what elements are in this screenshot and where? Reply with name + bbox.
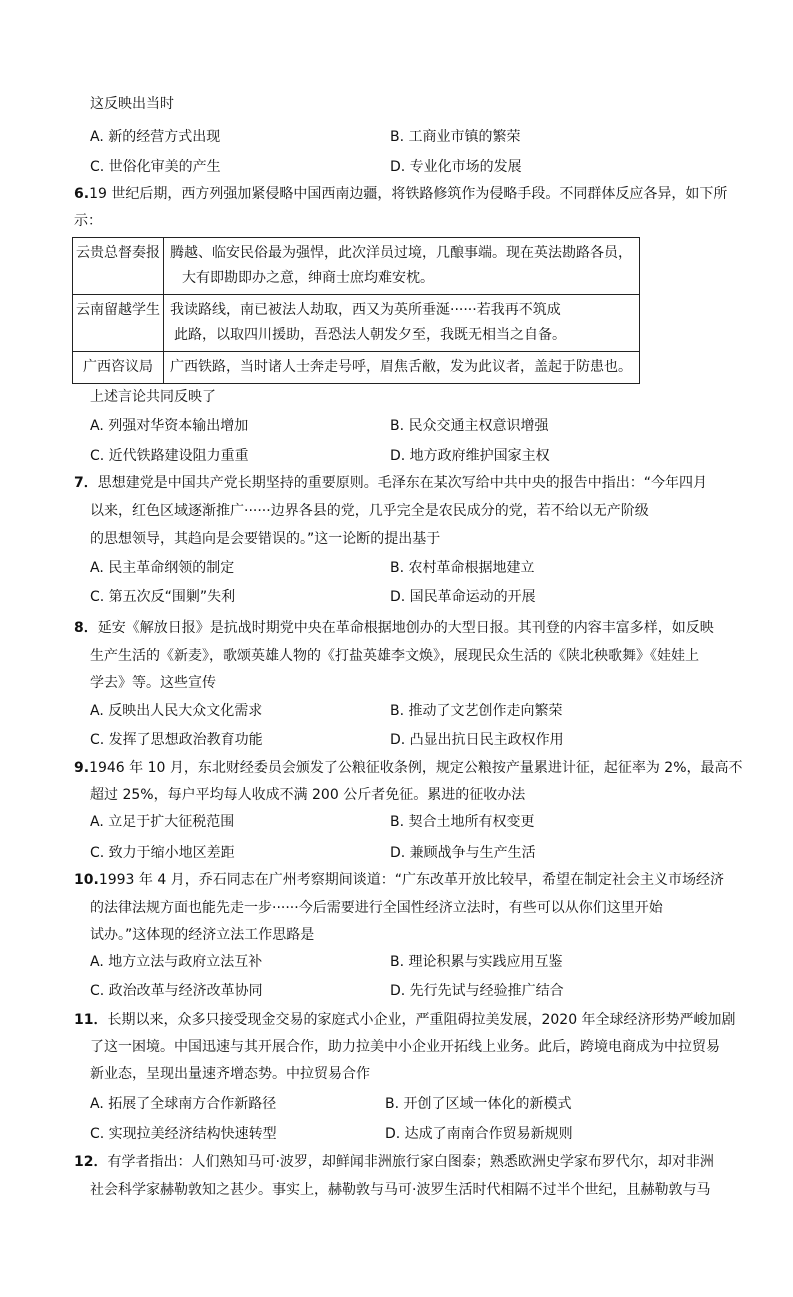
q11-option-b: B. 开创了区域一体化的新模式	[385, 1096, 572, 1112]
q6-option-c: C. 近代铁路建设阻力重重	[90, 448, 249, 464]
q6-stem-line1: 19 世纪后期，西方列强加紧侵略中国西南边疆，将铁路修筑作为侵略手段。不同群体反应各异，如下所	[89, 186, 728, 202]
q9-option-d: D. 兼顾战争与生产生活	[390, 845, 536, 861]
table-row	[73, 295, 640, 352]
q7-option-b: B. 农村革命根据地建立	[390, 560, 535, 576]
q7-option-a: A. 民主革命纲领的制定	[90, 560, 235, 576]
q10-option-c: C. 政治改革与经济改革协同	[90, 983, 263, 999]
quote-line: 此路，以取四川援助，吾恐法人朝发夕至，我既无相当之自备。	[174, 327, 566, 343]
q7-line3: 的思想领导，其趋向是会要错误的。”这一论断的提出基于	[90, 531, 441, 547]
q9-option-b: B. 契合土地所有权变更	[390, 814, 535, 830]
q9-stem	[74, 758, 743, 778]
q10-option-b: B. 理论积累与实践应用互鉴	[390, 954, 563, 970]
q10-number: 10.	[74, 872, 99, 888]
q10-stem	[74, 870, 724, 890]
q5-stem-tail: 这反映出当时	[90, 96, 174, 112]
quote-line: 腾越、临安民俗最为强悍，此次洋员过境，几酿事端。现在英法勘路各员，	[170, 245, 632, 261]
q12-line1: 有学者指出：人们熟知马可·波罗，却鲜闻非洲旅行家白图泰；熟悉欧洲史学家布罗代尔，却对非洲	[107, 1154, 714, 1170]
q6-source-table	[72, 237, 640, 384]
q8-number: 8．	[74, 620, 98, 636]
q8-line2: 生产生活的《新麦》，歌颂英雄人物的《打盐英雄李文焕》，展现民众生活的《陕北秧歌舞》《娃娃上	[90, 648, 699, 664]
q8-option-d: D. 凸显出抗日民主政权作用	[390, 732, 564, 748]
q10-option-d: D. 先行先试与经验推广结合	[390, 983, 564, 999]
q12-line2: 社会科学家赫勒敦知之甚少。事实上，赫勒敦与马可·波罗生活时代相隔不过半个世纪，且赫勒敦与马	[90, 1182, 711, 1198]
q11-number: 11．	[74, 1012, 108, 1028]
q11-line3: 新业态，呈现出量速齐增态势。中拉贸易合作	[90, 1066, 370, 1082]
q8-option-c: C. 发挥了思想政治教育功能	[90, 732, 263, 748]
q10-option-a: A. 地方立法与政府立法互补	[90, 954, 263, 970]
q11-stem	[74, 1010, 736, 1030]
q11-line2: 了这一困境。中国迅速与其开展合作，助力拉美中小企业开拓线上业务。此后，跨境电商成为中拉贸易	[90, 1039, 720, 1055]
quote-line: 我读路线，南已被法人劫取，西又为英所垂涎······若我再不筑成	[170, 302, 561, 318]
q6-option-b: B. 民众交通主权意识增强	[390, 418, 549, 434]
q9-line1: 1946 年 10 月，东北财经委员会颁发了公粮征收条例，规定公粮按产量累进计征，起征率为 2%，最高不	[89, 760, 743, 776]
table-cell-label: 广西咨议局	[73, 352, 164, 384]
q11-option-a: A. 拓展了全球南方合作新路径	[90, 1096, 277, 1112]
q7-line1: 思想建党是中国共产党长期坚持的重要原则。毛泽东在某次写给中共中央的报告中指出：“今年四月	[97, 475, 708, 491]
q9-option-a: A. 立足于扩大征税范围	[90, 814, 235, 830]
q8-line1: 延安《解放日报》是抗战时期党中央在革命根据地创办的大型日报。其刊登的内容丰富多样，如反映	[97, 620, 714, 636]
q12-stem	[74, 1152, 714, 1172]
table-cell-label: 云贵总督奏报	[73, 238, 164, 295]
table-cell-quote	[164, 352, 640, 384]
table-cell-quote	[164, 238, 640, 295]
q12-number: 12．	[74, 1154, 108, 1170]
q6-number: 6.	[74, 186, 90, 202]
table-cell-quote	[164, 295, 640, 352]
q11-option-c: C. 实现拉美经济结构快速转型	[90, 1126, 277, 1142]
q6-option-a: A. 列强对华资本输出增加	[90, 418, 249, 434]
q10-line2: 的法律法规方面也能先走一步······今后需要进行全国性经济立法时，有些可以从你们这里开始	[90, 900, 663, 916]
q9-option-c: C. 致力于缩小地区差距	[90, 845, 235, 861]
q7-number: 7．	[74, 475, 98, 491]
q9-number: 9.	[74, 760, 90, 776]
q7-line2: 以来，红色区域逐渐推广······边界各县的党，几乎完全是农民成分的党，若不给以无产阶级	[90, 503, 649, 519]
q10-line3: 试办。”这体现的经济立法工作思路是	[90, 927, 315, 943]
quote-line: 广西铁路，当时诸人士奔走号呼，眉焦舌敝，发为此议者，盖起于防患也。	[170, 359, 632, 375]
q10-line1: 1993 年 4 月，乔石同志在广州考察期间谈道：“广东改革开放比较早，希望在制定社会主义市场经济	[98, 872, 724, 888]
table-row	[73, 238, 640, 295]
q5-option-d: D. 专业化市场的发展	[390, 159, 522, 175]
q6-option-d: D. 地方政府维护国家主权	[390, 448, 550, 464]
q8-stem	[74, 618, 714, 638]
q8-line3: 学去》等。这些宣传	[90, 675, 216, 691]
table-row	[73, 352, 640, 384]
table-cell-label: 云南留越学生	[73, 295, 164, 352]
q5-option-c: C. 世俗化审美的产生	[90, 159, 221, 175]
q6-stem-line2: 示：	[74, 213, 102, 229]
q6-after-table: 上述言论共同反映了	[90, 389, 216, 405]
q8-option-b: B. 推动了文艺创作走向繁荣	[390, 703, 563, 719]
q11-line1: 长期以来，众多只接受现金交易的家庭式小企业，严重阻碍拉美发展，2020 年全球经济形势严峻加剧	[107, 1012, 736, 1028]
q7-stem	[74, 473, 707, 493]
q7-option-d: D. 国民革命运动的开展	[390, 589, 536, 605]
q6-stem	[74, 184, 727, 204]
quote-line: 大有即勘即办之意，绅商士庶均难安枕。	[182, 270, 434, 286]
q5-option-a: A. 新的经营方式出现	[90, 129, 221, 145]
q11-option-d: D. 达成了南南合作贸易新规则	[385, 1126, 573, 1142]
q8-option-a: A. 反映出人民大众文化需求	[90, 703, 263, 719]
q5-option-b: B. 工商业市镇的繁荣	[390, 129, 521, 145]
q7-option-c: C. 第五次反“围剿”失利	[90, 589, 236, 605]
q9-line2: 超过 25%，每户平均每人收成不满 200 公斤者免征。累进的征收办法	[90, 787, 526, 803]
